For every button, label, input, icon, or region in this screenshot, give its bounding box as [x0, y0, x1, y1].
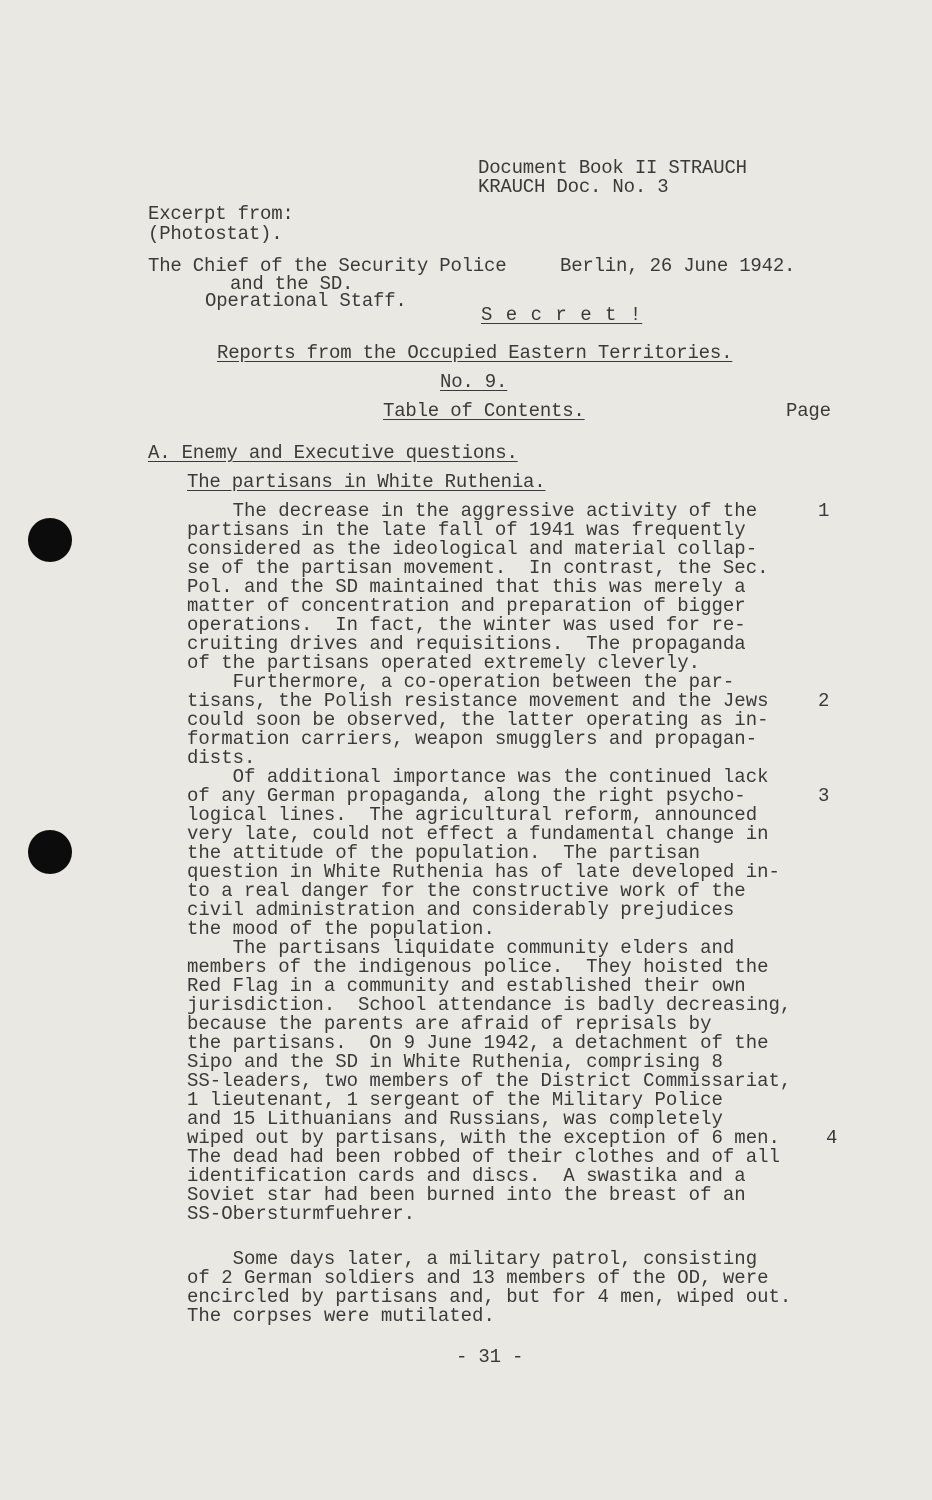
text-line: tisans, the Polish resistance movement and the Jews — [187, 690, 769, 712]
photostat-label: (Photostat). — [148, 223, 283, 245]
text-line: the partisans. On 9 June 1942, a detachment of the — [187, 1032, 769, 1054]
punch-hole-bottom — [28, 830, 72, 874]
secret-marking: S e c r e t ! — [481, 304, 643, 326]
report-title: Reports from the Occupied Eastern Territories. — [217, 342, 733, 364]
text-line: very late, could not effect a fundamental change in — [187, 823, 769, 845]
text-line: because the parents are afraid of reprisals by — [187, 1013, 712, 1035]
table-of-contents-heading: Table of Contents. — [383, 400, 585, 422]
text-line: the attitude of the population. The partisan — [187, 842, 701, 864]
text-line: The corpses were mutilated. — [187, 1305, 495, 1327]
text-line: civil administration and considerably prejudices — [187, 899, 735, 921]
text-line: 1 lieutenant, 1 sergeant of the Military Police — [187, 1089, 723, 1111]
text-line: encircled by partisans and, but for 4 men, wiped out. — [187, 1286, 792, 1308]
text-line: to a real danger for the constructive work of the — [187, 880, 746, 902]
text-line: and 15 Lithuanians and Russians, was completely — [187, 1108, 723, 1130]
text-line: dists. — [187, 747, 256, 769]
text-line: considered as the ideological and material collap- — [187, 538, 758, 560]
text-line: formation carriers, weapon smugglers and propagan- — [187, 728, 758, 750]
text-line: jurisdiction. School attendance is badly decreasing, — [187, 994, 792, 1016]
text-line: Sipo and the SD in White Ruthenia, comprising 8 — [187, 1051, 723, 1073]
sender-line-1: The Chief of the Security Police — [148, 255, 507, 277]
page-ref-1: 1 — [818, 500, 830, 522]
page-ref-4: 4 — [826, 1127, 838, 1149]
text-line: identification cards and discs. A swastika and a — [187, 1165, 746, 1187]
text-line: se of the partisan movement. In contrast, the Sec. — [187, 557, 769, 579]
text-line: of 2 German soldiers and 13 members of the OD, were — [187, 1267, 769, 1289]
text-line: Of additional importance was the continued lack — [187, 766, 769, 788]
place-date: Berlin, 26 June 1942. — [560, 255, 796, 277]
section-heading: A. Enemy and Executive questions. — [148, 442, 518, 464]
text-line: of the partisans operated extremely cleverly. — [187, 652, 701, 674]
subsection-heading: The partisans in White Ruthenia. — [187, 471, 546, 493]
text-line: The partisans liquidate community elders and — [187, 937, 735, 959]
doc-book-line: Document Book II STRAUCH — [478, 157, 747, 179]
text-line: SS-Obersturmfuehrer. — [187, 1203, 416, 1225]
text-line: Soviet star had been burned into the breast of an — [187, 1184, 746, 1206]
text-line: The dead had been robbed of their clothes and of all — [187, 1146, 780, 1168]
text-line: question in White Ruthenia has of late developed in- — [187, 861, 780, 883]
text-line: cruiting drives and requisitions. The propaganda — [187, 633, 746, 655]
report-number: No. 9. — [440, 371, 508, 393]
text-line: matter of concentration and preparation of bigger — [187, 595, 746, 617]
doc-number-line: KRAUCH Doc. No. 3 — [478, 176, 669, 198]
text-line: operations. In fact, the winter was used for re- — [187, 614, 746, 636]
punch-hole-top — [28, 518, 72, 562]
text-line: of any German propaganda, along the right psycho- — [187, 785, 746, 807]
text-line: members of the indigenous police. They hoisted the — [187, 956, 769, 978]
text-line: the mood of the population. — [187, 918, 495, 940]
text-line: Furthermore, a co-operation between the par- — [187, 671, 735, 693]
text-line: wiped out by partisans, with the exception of 6 men. — [187, 1127, 780, 1149]
text-line: logical lines. The agricultural reform, announced — [187, 804, 758, 826]
sender-line-3: Operational Staff. — [205, 290, 407, 312]
text-line: Pol. and the SD maintained that this was merely a — [187, 576, 746, 598]
page-ref-3: 3 — [818, 785, 830, 807]
page-column-heading: Page — [786, 400, 831, 422]
page-footer-number: - 31 - — [456, 1346, 524, 1368]
text-line: Some days later, a military patrol, consisting — [187, 1248, 758, 1270]
text-line: could soon be observed, the latter operating as in- — [187, 709, 769, 731]
page-ref-2: 2 — [818, 690, 830, 712]
text-line: partisans in the late fall of 1941 was frequently — [187, 519, 746, 541]
sender-line-2: and the SD. — [230, 273, 354, 295]
text-line: Red Flag in a community and established their own — [187, 975, 746, 997]
text-line: SS-leaders, two members of the District Commissariat, — [187, 1070, 792, 1092]
text-line: The decrease in the aggressive activity of the — [187, 500, 758, 522]
excerpt-label: Excerpt from: — [148, 203, 294, 225]
